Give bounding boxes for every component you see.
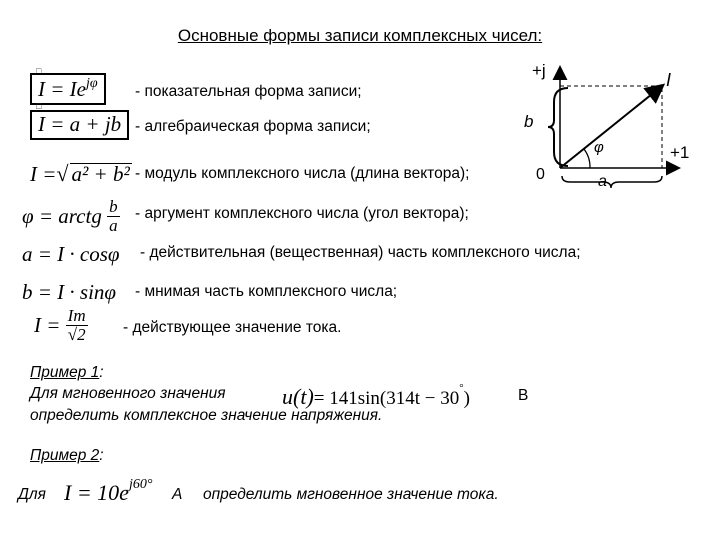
example2-unit: А (172, 486, 183, 503)
argument-desc: - аргумент комплексного числа (угол вектора); (135, 205, 469, 222)
imag-part-desc: - мнимая часть комплексного числа; (135, 283, 398, 300)
vector-label: I (666, 70, 672, 90)
real-part-formula: a = I · cosφ (22, 242, 120, 266)
alg-form-desc: - алгебраическая форма записи; (135, 118, 371, 135)
angle-label: φ (594, 139, 604, 156)
b-label: b (524, 112, 534, 131)
example2-formula: $I = 10e^{j60^\circ}$ (64, 477, 153, 505)
argument-formula: φ = arctg $\frac{b}{a}$ (22, 197, 118, 235)
real-part-desc: - действительная (вещественная) часть комплексного числа; (140, 244, 581, 261)
origin-label: 0 (536, 166, 545, 183)
vector-diagram (508, 48, 700, 198)
angle-arc (584, 149, 590, 168)
effective-value-formula: I = $\frac{Im}{√2}$ (34, 306, 86, 344)
example1-unit: В (518, 387, 529, 404)
example1-line2: определить комплексное значение напряжения. (30, 407, 383, 424)
box-marker-icon: □ (36, 101, 42, 111)
effective-value-desc: - действующее значение тока. (123, 319, 342, 336)
imag-axis-label: +j (532, 61, 546, 80)
current-vector (560, 86, 662, 168)
example1-formula: u(t)= 141sin(314t − 30°) (282, 382, 470, 409)
example2-text: определить мгновенное значение тока. (203, 486, 499, 503)
b-brace (548, 88, 568, 166)
alg-form-formula: I = a + jb (30, 110, 129, 140)
example2-label: Пример 2 (30, 447, 100, 464)
example1-line1: Для мгновенного значения (30, 385, 226, 402)
modulus-desc: - модуль комплексного числа (длина вектора); (135, 165, 470, 182)
real-axis-label: +1 (670, 143, 690, 162)
example2-prefix: Для (18, 486, 46, 503)
example2-heading: Пример 2: (30, 447, 104, 464)
example1-heading: Пример 1: (30, 364, 104, 381)
page-title: Основные формы записи комплексных чисел: (177, 26, 543, 45)
exp-form-formula: $I = Ie^{j\varphi}$ (30, 73, 106, 105)
box-marker-icon: □ (36, 66, 42, 76)
a-brace (562, 176, 662, 188)
example1-label: Пример 1 (30, 364, 100, 381)
exp-form-desc: - показательная форма записи; (135, 83, 362, 100)
a-label: a (598, 173, 607, 190)
modulus-formula: I =√ a² + b² (30, 161, 130, 186)
imag-part-formula: b = I · sinφ (22, 280, 117, 304)
